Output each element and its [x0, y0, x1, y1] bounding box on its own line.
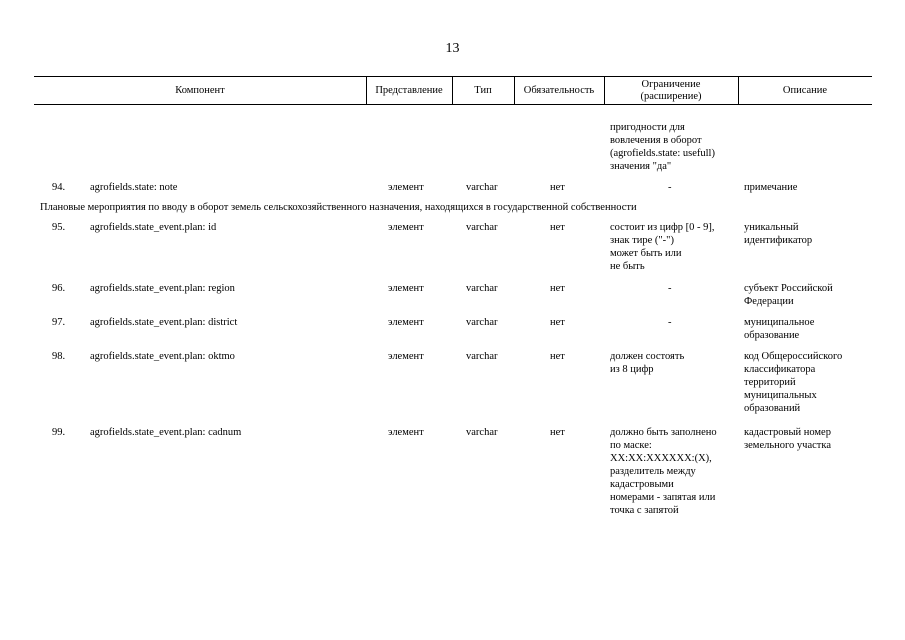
row-component: agrofields.state_event.plan: cadnum [90, 427, 242, 438]
header-component: Компонент [175, 84, 225, 96]
row-component: agrofields.state_event.plan: id [90, 222, 217, 233]
row-type: varchar [466, 222, 498, 233]
row-description: код Общероссийского классификатора территорий муниципальных образований [744, 351, 843, 414]
row-number: 97. [52, 317, 66, 328]
header-required: Обязательность [523, 84, 595, 96]
row-constraint: - [668, 182, 672, 193]
header-type: Тип [474, 84, 492, 96]
row-description: примечание [744, 182, 798, 193]
row-component: agrofields.state: note [90, 182, 178, 193]
header-description: Описание [782, 84, 828, 96]
row-representation: элемент [388, 283, 424, 294]
row-required: нет [550, 222, 565, 233]
row-constraint: - [668, 283, 672, 294]
header-constraint: Ограничение (расширение) [640, 78, 702, 102]
row-description: муниципальное образование [744, 317, 815, 341]
row-component: agrofields.state_event.plan: oktmo [90, 351, 235, 362]
row-representation: элемент [388, 317, 424, 328]
row-type: varchar [466, 427, 498, 438]
row-constraint: должен состоять из 8 цифр [610, 351, 685, 375]
row-description: субъект Российской Федерации [744, 283, 833, 307]
continuation-constraint: пригодности для вовлечения в оборот (agrofields.state: usefull) значения "да" [610, 122, 715, 172]
row-type: varchar [466, 283, 498, 294]
row-required: нет [550, 182, 565, 193]
row-type: varchar [466, 317, 498, 328]
row-representation: элемент [388, 222, 424, 233]
row-description: кадастровый номер земельного участка [744, 427, 831, 451]
header-representation: Представление [375, 84, 443, 96]
row-component: agrofields.state_event.plan: district [90, 317, 238, 328]
row-number: 95. [52, 222, 66, 233]
row-component: agrofields.state_event.plan: region [90, 283, 235, 294]
row-type: varchar [466, 351, 498, 362]
row-representation: элемент [388, 351, 424, 362]
row-constraint: должно быть заполнено по маске: XX:XX:XXXXXX:(X), разделитель между кадастровыми номерами - запятая или точка с запятой [610, 427, 717, 516]
row-representation: элемент [388, 182, 424, 193]
row-type: varchar [466, 182, 498, 193]
row-required: нет [550, 317, 565, 328]
row-number: 94. [52, 182, 66, 193]
row-representation: элемент [388, 427, 424, 438]
row-number: 98. [52, 351, 66, 362]
row-constraint: - [668, 317, 672, 328]
page-number: 13 [445, 41, 460, 56]
row-required: нет [550, 427, 565, 438]
section-title: Плановые мероприятия по вводу в оборот земель сельскохозяйственного назначения, находящихся в государственной собственности [40, 202, 637, 213]
row-constraint: состоит из цифр [0 - 9], знак тире ("-") может быть или не быть [610, 222, 715, 272]
row-description: уникальный идентификатор [744, 222, 813, 246]
table-header-bottom-border [34, 104, 872, 105]
row-required: нет [550, 351, 565, 362]
row-number: 96. [52, 283, 66, 294]
row-number: 99. [52, 427, 66, 438]
row-required: нет [550, 283, 565, 294]
